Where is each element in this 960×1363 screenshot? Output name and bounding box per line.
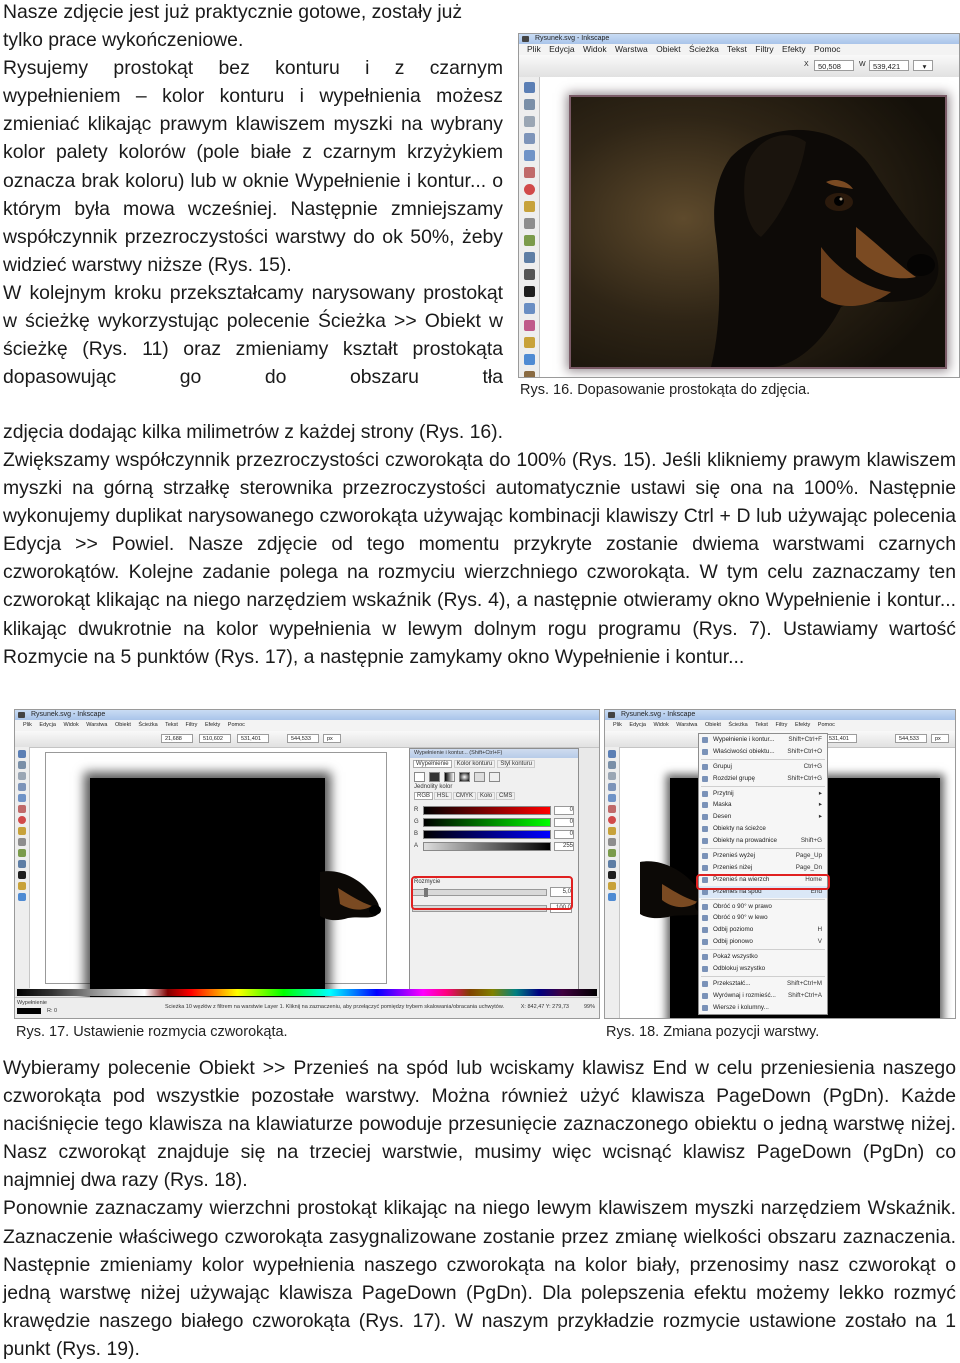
zoom-tool-icon[interactable]	[18, 783, 26, 791]
rgba-sliders	[410, 802, 578, 854]
spray-tool-icon[interactable]	[524, 303, 535, 314]
blur-highlight	[411, 876, 573, 910]
menu-item-icon	[702, 737, 708, 743]
menu-filters[interactable]: Filtry	[775, 722, 788, 728]
menu-item-icon	[702, 927, 708, 933]
menu-text[interactable]: Tekst	[165, 722, 178, 728]
rectangle-tool-icon[interactable]	[18, 794, 26, 802]
menu-item-icon	[702, 838, 708, 844]
menu-item-shortcut: Shift+Ctrl+F	[788, 736, 822, 743]
context-menu-item[interactable]	[699, 936, 827, 948]
mode-wheel[interactable]: Koło	[477, 792, 495, 800]
bucket-tool-icon[interactable]	[608, 882, 616, 890]
mode-hsl[interactable]: HSL	[434, 792, 452, 800]
x-field[interactable]: 21,688	[161, 734, 193, 743]
spiral-tool-icon[interactable]	[18, 838, 26, 846]
toolbox	[519, 77, 540, 377]
menu-item-label: Obróć o 90° w prawo	[713, 902, 772, 910]
menu-layer[interactable]: Warstwa	[86, 722, 108, 728]
linear-gradient-icon[interactable]	[444, 772, 455, 782]
canvas-area[interactable]	[30, 748, 410, 995]
blue-slider[interactable]	[423, 830, 551, 839]
ellipse-tool-icon[interactable]	[524, 184, 535, 195]
menu-item-icon	[702, 776, 708, 782]
bucket-tool-icon[interactable]	[524, 337, 535, 348]
toolbox	[15, 747, 30, 988]
rectangle-tool-icon[interactable]	[608, 794, 616, 802]
flat-label: Jednolity kolor	[414, 784, 453, 790]
gradient-tool-icon[interactable]	[18, 893, 26, 901]
intro-line-1: Nasze zdjęcie jest już praktycznie gotowe, zostały już	[3, 1, 463, 23]
gradient-tool-icon[interactable]	[524, 354, 535, 365]
menu-item-label: Desen	[713, 813, 732, 821]
menu-item-shortcut: Shift+Ctrl+G	[787, 774, 822, 782]
menu-file[interactable]: Plik	[613, 722, 622, 728]
inkscape-window-fig17	[14, 709, 600, 1019]
spiral-tool-icon[interactable]	[524, 218, 535, 229]
ellipse-tool-icon[interactable]	[608, 816, 616, 824]
menu-item-label: Odblokuj wszystko	[713, 965, 766, 973]
menu-file[interactable]: Plik	[527, 44, 541, 54]
opacity-indicator: R: 0	[47, 1008, 58, 1014]
menu-item-label: Przenieś niżej	[713, 863, 753, 871]
bucket-tool-icon[interactable]	[18, 882, 26, 890]
mode-rgb[interactable]: RGB	[414, 792, 433, 800]
menu-item-shortcut: Ctrl+G	[803, 762, 822, 770]
menu-item-icon	[702, 764, 708, 770]
context-menu-item[interactable]	[699, 951, 827, 963]
menu-item-label: Wiersze i kolumny...	[713, 1003, 769, 1011]
menu-filters[interactable]: Filtry	[755, 44, 774, 54]
lock-toggle[interactable]: ▾	[913, 60, 933, 71]
inkscape-logo-icon	[18, 712, 25, 718]
red-value[interactable]: 0	[554, 806, 574, 815]
tweak-tool-icon[interactable]	[524, 116, 535, 127]
tab-fill[interactable]: Wypełnienie	[413, 760, 452, 768]
menu-path[interactable]: Ścieżka	[728, 722, 748, 728]
menu-text[interactable]: Tekst	[727, 44, 747, 54]
channel-g-label: G	[414, 819, 419, 825]
text-tool-icon[interactable]	[608, 871, 616, 879]
menu-help[interactable]: Pomoc	[814, 44, 841, 54]
paint-type-row	[410, 770, 578, 784]
tab-stroke-style[interactable]: Styl konturu	[497, 760, 535, 768]
green-slider[interactable]	[423, 818, 551, 827]
path-paragraph: W kolejnym kroku przekształcamy narysowany prostokąt w ścieżkę wykorzystując polecenie Ścieżka >> Obiekt w ścieżkę (Rys. 11) oraz zmieniamy kształt prostokąta dopasowując go do obszaru tła	[3, 281, 503, 389]
menu-bar	[15, 720, 599, 731]
eraser-tool-icon[interactable]	[524, 320, 535, 331]
width-field[interactable]: 539,421	[869, 60, 909, 71]
menu-path[interactable]: Ścieżka	[689, 44, 719, 54]
blue-value[interactable]: 0	[554, 830, 574, 839]
channel-b-label: B	[414, 831, 419, 837]
flat-color-icon[interactable]	[429, 772, 440, 782]
menu-item-label: Właściwości obiektu...	[713, 747, 775, 755]
context-menu-item[interactable]	[699, 746, 827, 758]
no-paint-icon[interactable]	[414, 772, 425, 782]
menu-item-icon	[702, 939, 708, 945]
menu-item-icon	[702, 904, 708, 910]
menu-item-icon	[702, 1005, 708, 1011]
context-menu-item[interactable]	[699, 978, 827, 990]
3dbox-tool-icon[interactable]	[524, 167, 535, 178]
menu-item-label: Grupuj	[713, 762, 732, 770]
menu-item-label: Odbij pionowo	[713, 938, 753, 946]
node-tool-icon[interactable]	[524, 99, 535, 110]
calligraphy-tool-icon[interactable]	[524, 269, 535, 280]
menu-item-icon	[702, 865, 708, 871]
caption-fig16: Rys. 16. Dopasowanie prostokąta do zdjęcia.	[520, 382, 811, 398]
red-slider[interactable]	[423, 806, 551, 815]
send-to-bottom-highlight	[696, 874, 830, 890]
white-quad-paragraph: Ponownie zaznaczamy wierzchni prostokąt klikając na niego lewym klawiszem myszki narzędziem Wskaźnik. Zaznaczenie właściwego czworokąta zasygnalizowane zostanie przez zmianę wielkości obszaru zaznaczenia. Następnie zmieniamy kolor wypełnienia naszego czworokąta na kolor biały, przenosimy nasz czworokąt o jedną warstwę niżej używając klawisza PageDown (PgDn). Dla polepszenia efektu możemy lekko rozmyć krawędzie naszego białego czworokąta (Rys. 17). W naszym przykładzie rozmycie ustawione zostało na 1 punkt (Rys. 19).	[3, 1197, 956, 1360]
menu-item-label: Obiekty na prowadnice	[713, 837, 778, 845]
dialog-title: Wypełnienie i kontur... (Shift+Ctrl+F)	[410, 749, 578, 758]
menu-view[interactable]: Widok	[582, 44, 607, 54]
mode-cms[interactable]: CMS	[496, 792, 515, 800]
menu-item-shortcut: Page_Up	[795, 852, 822, 860]
menu-item-shortcut: Shift+Ctrl+O	[787, 747, 822, 755]
ellipse-tool-icon[interactable]	[18, 816, 26, 824]
menu-edit[interactable]: Edycja	[39, 722, 56, 728]
menu-item-icon	[702, 966, 708, 972]
gradient-tool-icon[interactable]	[608, 893, 616, 901]
star-tool-icon[interactable]	[608, 827, 616, 835]
context-menu-item[interactable]	[699, 1002, 827, 1014]
menu-bar	[519, 44, 959, 55]
menu-edit[interactable]: Edycja	[549, 44, 575, 54]
color-palette[interactable]	[17, 989, 597, 996]
mode-cmyk[interactable]: CMYK	[453, 792, 476, 800]
menu-item-shortcut: Shift+Ctrl+M	[787, 979, 822, 987]
pattern-icon[interactable]	[474, 772, 485, 782]
unit-select[interactable]: px	[931, 734, 949, 743]
inkscape-window-fig16	[518, 33, 960, 378]
menu-item-label: Przenieś na wierzch	[713, 875, 770, 883]
menu-item-icon	[702, 915, 708, 921]
fill-stroke-dialog	[409, 748, 579, 995]
menu-view[interactable]: Widok	[63, 722, 79, 728]
context-menu-item[interactable]	[699, 990, 827, 1002]
path-paragraph-end: zdjęcia dodając kilka milimetrów z każdej strony (Rys. 16).	[3, 421, 504, 443]
pencil-tool-icon[interactable]	[608, 849, 616, 857]
menu-item-shortcut: Shift+G	[800, 837, 822, 845]
tool-controls-bar	[15, 731, 599, 748]
caption-fig18: Rys. 18. Zmiana pozycji warstwy.	[606, 1024, 820, 1040]
menu-item-icon	[702, 749, 708, 755]
send-to-bottom-paragraph: Wybieramy polecenie Obiekt >> Przenieś na spód lub wciskamy klawisz End w celu przeniesienia naszego czworokąta pod wszystkie pozostałe warstwy. Można również użyć klawisza PageDown (PgDn). Każde naciśnięcie tego klawisza na klawiaturze powoduje przesunięcie zaznaczonego obiektu o jedną warstwę niżej. Nasz czworokąt znajduje się na trzeciej warstwie, musimy więc wcisnąć klawisz PageDown (PgDn) co najmniej dwa razy (Rys. 18).	[3, 1057, 956, 1192]
menu-item-shortcut: Home	[805, 875, 822, 883]
menu-separator	[701, 848, 825, 849]
pen-tool-icon[interactable]	[524, 252, 535, 263]
tweak-tool-icon[interactable]	[18, 772, 26, 780]
context-menu-item[interactable]	[699, 901, 827, 913]
context-menu-item[interactable]	[699, 912, 827, 924]
menu-item-label: Rozdziel grupę	[713, 774, 756, 782]
context-menu-item[interactable]	[699, 963, 827, 975]
menu-separator	[701, 786, 825, 787]
menu-help[interactable]: Pomoc	[227, 722, 245, 728]
blur-paragraph: Zwiększamy współczynnik przezroczystości czworokąta do 100% (Rys. 15). Jeśli klikniemy prawym klawiszem myszki na górną strzałkę sterownika przezroczystości automatycznie ustawi się ona na 100%. Następnie wykonujemy duplikat narysowanego czworokąta używając kombinacji klawiszy Ctrl + D lub używając polecenia Edycja >> Powiel. Nasze zdjęcie od tego momentu przykryte zostanie dwiema warstwami czarnych czworokątów. Kolejne zadanie polega na rozmyciu wierzchniego czworokąta. W tym celu zaznaczamy ten czworokąt klikając na niego narzędziem wskaźnik (Rys. 4), a następnie otwieramy okno Wypełnienie i kontur... klikając dwukrotnie na kolor wypełnienia w lewym dolnym rogu programu (Rys. 7). Ustawiamy wartość Rozmycie na 5 punktów (Rys. 17), a następnie zamykamy okno Wypełnienie i kontur...	[3, 449, 956, 668]
menu-item-icon	[702, 802, 708, 808]
star-tool-icon[interactable]	[524, 201, 535, 212]
blur-label: Rozmycie	[414, 879, 441, 885]
context-menu-item[interactable]	[699, 924, 827, 936]
bottom-text-block	[3, 1054, 956, 1363]
toolbox	[605, 747, 620, 1018]
dog-head-peek	[320, 866, 382, 924]
menu-filters[interactable]: Filtry	[185, 722, 198, 728]
menu-item-label: Maska	[713, 801, 732, 809]
height-field[interactable]: 544,533	[287, 734, 319, 743]
menu-effects[interactable]: Efekty	[794, 722, 811, 728]
pen-tool-icon[interactable]	[18, 860, 26, 868]
radial-gradient-icon[interactable]	[459, 772, 470, 782]
pencil-tool-icon[interactable]	[18, 849, 26, 857]
menu-item-label: Przekształć...	[713, 979, 751, 987]
context-menu-item[interactable]	[699, 734, 827, 746]
rectangle-paragraph: Rysujemy prostokąt bez konturu i z czarnym wypełnieniem – kolor konturu i wypełnienia możesz zmieniać klikając prawym klawiszem myszki na wybrany kolor palety kolorów (pole białe z czarnym krzyżykiem oznacza brak koloru) lub w oknie Wypełnienie i kontur... o którym była mowa wcześniej. Następnie zmniejszamy współczynnik przezroczystości warstwy do ok 50%, żeby widzieć warstwy niższe (Rys. 15).	[3, 57, 503, 276]
context-menu-item[interactable]	[699, 799, 827, 811]
window-title: Rysunek.svg - Inkscape	[31, 711, 106, 718]
status-bar	[15, 997, 599, 1018]
selector-tool-icon[interactable]	[18, 750, 26, 758]
menu-item-icon	[702, 993, 708, 999]
selector-tool-icon[interactable]	[524, 82, 535, 93]
window-title: Rysunek.svg - Inkscape	[535, 35, 610, 42]
menu-item-label: Obróć o 90° w lewo	[713, 914, 768, 922]
context-menu-item[interactable]	[699, 788, 827, 800]
y-field[interactable]: 510,602	[199, 734, 231, 743]
dropper-tool-icon[interactable]	[524, 371, 535, 378]
opacity-value[interactable]: 100,0	[550, 903, 572, 913]
fill-indicator-label: Wypełnienie	[17, 1000, 47, 1006]
menu-effects[interactable]: Efekty	[782, 44, 806, 54]
channel-a-label: A	[414, 843, 419, 849]
menu-item-icon	[702, 853, 708, 859]
menu-object[interactable]: Obiekt	[656, 44, 681, 54]
menu-file[interactable]: Plik	[23, 722, 32, 728]
menu-item-label: Odbij poziomo	[713, 926, 754, 934]
menu-item-icon	[702, 814, 708, 820]
inkscape-logo-icon	[608, 712, 615, 718]
blurred-quad[interactable]	[90, 778, 325, 1013]
menu-text[interactable]: Tekst	[755, 722, 768, 728]
menu-item-shortcut: Page_Dn	[795, 863, 822, 871]
menu-item-label: Przytnij	[713, 789, 734, 797]
window-title: Rysunek.svg - Inkscape	[621, 711, 696, 718]
menu-item-icon	[702, 791, 708, 797]
swatch-icon[interactable]	[489, 772, 500, 782]
menu-object[interactable]: Obiekt	[114, 722, 131, 728]
text-tool-icon[interactable]	[18, 871, 26, 879]
inkscape-logo-icon	[522, 36, 529, 42]
context-menu-item[interactable]	[699, 773, 827, 785]
menu-item-label: Wypełnienie i kontur...	[713, 736, 775, 743]
3dbox-tool-icon[interactable]	[18, 805, 26, 813]
menu-layer[interactable]: Warstwa	[614, 44, 648, 54]
zoom-tool-icon[interactable]	[608, 783, 616, 791]
menu-bar	[605, 720, 955, 731]
caption-fig17: Rys. 17. Ustawienie rozmycia czworokąta.	[16, 1024, 288, 1040]
zoom-level: 99%	[583, 1004, 595, 1010]
tweak-tool-icon[interactable]	[608, 772, 616, 780]
context-menu-item[interactable]	[699, 823, 827, 835]
tool-controls-bar: X 50,508 W 539,421 ▾	[519, 55, 959, 78]
menu-item-icon	[702, 981, 708, 987]
menu-effects[interactable]: Efekty	[204, 722, 221, 728]
menu-view[interactable]: Widok	[653, 722, 669, 728]
blur-value[interactable]: 5,0	[550, 887, 572, 897]
menu-path[interactable]: Ścieżka	[138, 722, 158, 728]
intro-line-2: tylko prace wykończeniowe.	[3, 29, 244, 52]
menu-separator	[701, 759, 825, 760]
context-menu-item[interactable]	[699, 835, 827, 847]
menu-layer[interactable]: Warstwa	[676, 722, 698, 728]
context-menu-item[interactable]	[699, 811, 827, 823]
menu-item-shortcut: H	[817, 926, 822, 934]
menu-object[interactable]: Obiekt	[704, 722, 721, 728]
menu-item-shortcut: Shift+Ctrl+A	[788, 991, 822, 999]
menu-item-shortcut: End	[810, 887, 822, 895]
unit-select[interactable]: px	[323, 734, 341, 743]
menu-item-shortcut: ▸	[818, 801, 822, 809]
menu-item-label: Pokaż wszystko	[713, 953, 758, 961]
fill-swatch[interactable]	[17, 1008, 41, 1014]
menu-item-shortcut: ▸	[818, 813, 822, 821]
pencil-tool-icon[interactable]	[524, 235, 535, 246]
alpha-value[interactable]: 255	[554, 842, 574, 851]
menu-help[interactable]: Pomoc	[817, 722, 835, 728]
pen-tool-icon[interactable]	[608, 860, 616, 868]
intro-text-block	[3, 0, 503, 391]
text-tool-icon[interactable]	[524, 286, 535, 297]
mode-tabs	[410, 790, 578, 802]
height-field[interactable]: 544,533	[895, 734, 927, 743]
canvas-area[interactable]	[540, 77, 959, 377]
menu-separator	[701, 899, 825, 900]
cursor-coords: X: 842,47 Y: 279,73	[520, 1004, 569, 1010]
menu-separator	[701, 976, 825, 977]
menu-item-label: Przenieś wyżej	[713, 852, 755, 860]
star-tool-icon[interactable]	[18, 827, 26, 835]
alpha-slider[interactable]	[423, 842, 551, 851]
width-field[interactable]: 531,401	[825, 734, 857, 743]
menu-item-label: Wyrównaj i rozmieść...	[713, 991, 776, 999]
node-tool-icon[interactable]	[18, 761, 26, 769]
dog-photo	[571, 97, 945, 367]
context-menu-item[interactable]	[699, 850, 827, 862]
context-menu-item[interactable]	[699, 761, 827, 773]
x-field[interactable]: 50,508	[814, 60, 854, 71]
menu-item-shortcut: ▸	[818, 789, 822, 797]
selector-tool-icon[interactable]	[608, 750, 616, 758]
inkscape-window-fig18	[604, 709, 956, 1019]
rectangle-tool-icon[interactable]	[524, 150, 535, 161]
status-message: Ścieżka 10 węzłów z filtrem na warstwie Layer 1. Kliknij na zaznaczeniu, aby przełączyć pomiędzy trybem skalowania/obracania uchwytów.	[165, 1004, 505, 1010]
menu-item-shortcut: V	[817, 938, 822, 946]
node-tool-icon[interactable]	[608, 761, 616, 769]
channel-r-label: R	[414, 807, 419, 813]
3dbox-tool-icon[interactable]	[608, 805, 616, 813]
width-field[interactable]: 531,401	[237, 734, 269, 743]
dialog-tabs	[410, 758, 578, 770]
green-value[interactable]: 0	[554, 818, 574, 827]
menu-item-icon	[702, 826, 708, 832]
menu-item-label: Przenieś na spód	[713, 887, 762, 895]
menu-item-icon	[702, 954, 708, 960]
tab-stroke-paint[interactable]: Kolor konturu	[454, 760, 496, 768]
menu-separator	[701, 949, 825, 950]
menu-edit[interactable]: Edycja	[629, 722, 646, 728]
spiral-tool-icon[interactable]	[608, 838, 616, 846]
zoom-tool-icon[interactable]	[524, 133, 535, 144]
context-menu-item[interactable]	[699, 862, 827, 874]
menu-item-label: Obiekty na ścieżce	[713, 825, 766, 833]
